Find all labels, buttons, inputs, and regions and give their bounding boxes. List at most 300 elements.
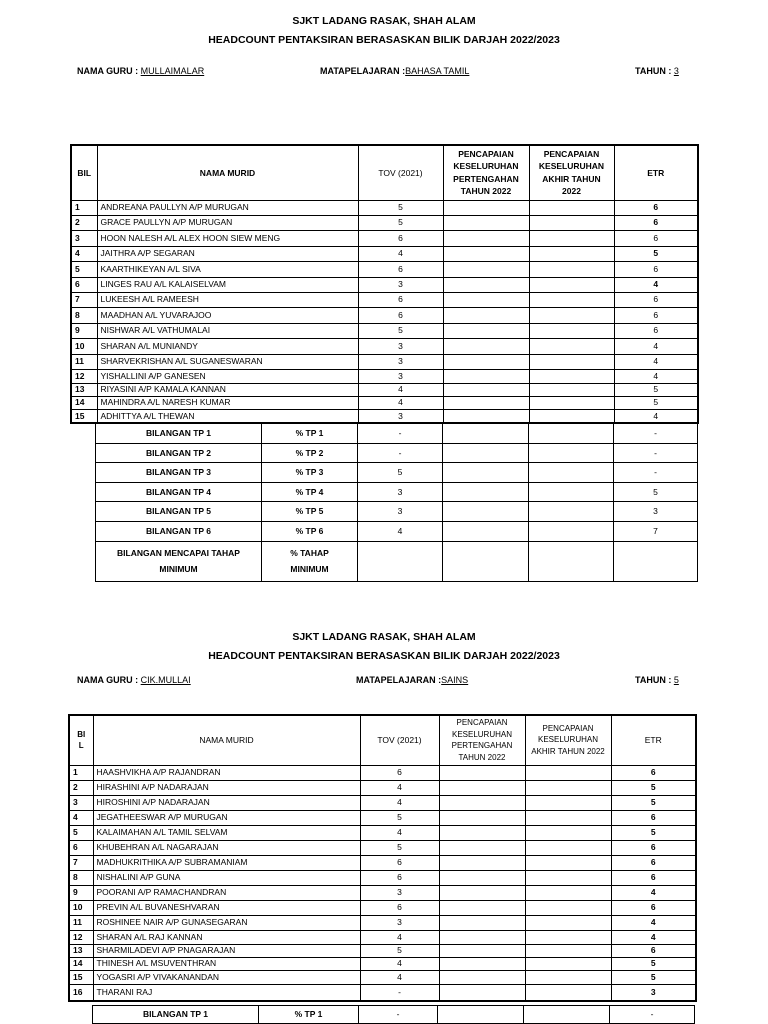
minimum-row xyxy=(96,541,698,581)
summary-row xyxy=(96,482,698,502)
etr-value: 6 xyxy=(611,944,696,957)
col-header-bil: BIL xyxy=(71,145,97,200)
student-name: THARANI RAJ xyxy=(93,984,360,1001)
etr-value: 5 xyxy=(611,780,696,795)
etr-value: 6 xyxy=(611,855,696,870)
summary-pct-label: % TP 1 xyxy=(262,424,358,444)
tov-value: 6 xyxy=(360,765,439,780)
table-row xyxy=(71,409,698,423)
col-header-name: NAMA MURID xyxy=(93,715,360,765)
mid-year-value xyxy=(443,323,529,338)
tov-value: 3 xyxy=(360,915,439,930)
mid-year-value xyxy=(443,277,529,292)
row-number: 6 xyxy=(69,840,93,855)
end-year-value xyxy=(529,369,614,383)
summary-etr: 3 xyxy=(614,502,698,522)
mid-year-value xyxy=(443,292,529,307)
end-year-value xyxy=(529,277,614,292)
end-year-value xyxy=(529,246,614,261)
student-name: NISHWAR A/L VATHUMALAI xyxy=(97,323,358,338)
summary-end xyxy=(529,463,614,483)
summary-label: BILANGAN TP 1 xyxy=(96,424,262,444)
mid-year-value xyxy=(439,855,525,870)
mid-year-value xyxy=(443,383,529,396)
row-number: 9 xyxy=(71,323,97,338)
school-title-2: SJKT LADANG RASAK, SHAH ALAM xyxy=(292,631,476,643)
minimum-end xyxy=(529,541,614,581)
student-name: MAHINDRA A/L NARESH KUMAR xyxy=(97,396,358,409)
etr-value: 5 xyxy=(614,383,698,396)
etr-value: 4 xyxy=(614,409,698,423)
row-number: 2 xyxy=(69,780,93,795)
mid-year-value xyxy=(443,409,529,423)
row-number: 8 xyxy=(71,307,97,323)
student-table-2 xyxy=(68,714,697,1002)
headcount-title-1: HEADCOUNT PENTAKSIRAN BERASASKAN BILIK DARJAH 2022/2023 xyxy=(208,34,560,46)
student-name: KALAIMAHAN A/L TAMIL SELVAM xyxy=(93,825,360,840)
end-year-value xyxy=(529,338,614,354)
row-number: 11 xyxy=(71,354,97,369)
row-number: 12 xyxy=(69,930,93,944)
student-name: SHARAN A/L RAJ KANNAN xyxy=(93,930,360,944)
student-name: YOGASRI A/P VIVAKANANDAN xyxy=(93,970,360,984)
summary-etr: 5 xyxy=(614,482,698,502)
end-year-value xyxy=(525,855,611,870)
etr-value: 6 xyxy=(614,307,698,323)
summary-pct-label: % TP 6 xyxy=(262,521,358,541)
col-header-end: PENCAPAIAN KESELURUHAN AKHIR TAHUN 2022 xyxy=(525,715,611,765)
end-year-value xyxy=(529,230,614,246)
summary-end xyxy=(529,424,614,444)
table-row xyxy=(71,215,698,230)
summary-tov: 3 xyxy=(358,482,443,502)
table-row xyxy=(69,795,696,810)
table-row xyxy=(69,900,696,915)
end-year-value xyxy=(529,383,614,396)
summary-label: BILANGAN TP 6 xyxy=(96,521,262,541)
etr-value: 5 xyxy=(611,957,696,970)
col-header-etr: ETR xyxy=(611,715,696,765)
subject-value: BAHASA TAMIL xyxy=(405,66,470,76)
table-header-row xyxy=(71,145,698,200)
table-row xyxy=(69,855,696,870)
table-row xyxy=(71,277,698,292)
year-label: TAHUN : xyxy=(635,675,674,685)
tov-value: 4 xyxy=(358,246,443,261)
summary-label: BILANGAN TP 2 xyxy=(96,443,262,463)
subject-field-1 xyxy=(320,66,469,76)
etr-value: 6 xyxy=(611,870,696,885)
row-number: 4 xyxy=(71,246,97,261)
minimum-tov xyxy=(358,541,443,581)
row-number: 7 xyxy=(69,855,93,870)
etr-value: 6 xyxy=(611,810,696,825)
row-number: 1 xyxy=(71,200,97,215)
summary-pct-label: % TP 5 xyxy=(262,502,358,522)
summary-pct-label: % TP 2 xyxy=(262,443,358,463)
student-name: NISHALINI A/P GUNA xyxy=(93,870,360,885)
row-number: 3 xyxy=(69,795,93,810)
mid-year-value xyxy=(439,957,525,970)
table-row xyxy=(69,780,696,795)
row-number: 13 xyxy=(71,383,97,396)
tov-value: 5 xyxy=(358,323,443,338)
summary-end xyxy=(529,502,614,522)
student-name: LUKEESH A/L RAMEESH xyxy=(97,292,358,307)
end-year-value xyxy=(525,915,611,930)
table-row xyxy=(71,369,698,383)
table-row xyxy=(69,944,696,957)
table-row xyxy=(69,870,696,885)
summary-label: BILANGAN TP 1 xyxy=(93,1006,259,1024)
table-row xyxy=(69,840,696,855)
subject-label: MATAPELAJARAN : xyxy=(356,675,442,685)
etr-value: 5 xyxy=(611,970,696,984)
table-row xyxy=(69,970,696,984)
mid-year-value xyxy=(439,944,525,957)
mid-year-value xyxy=(439,970,525,984)
end-year-value xyxy=(525,795,611,810)
tov-value: 3 xyxy=(358,277,443,292)
col-header-etr: ETR xyxy=(614,145,698,200)
etr-value: 4 xyxy=(611,930,696,944)
end-year-value xyxy=(529,409,614,423)
table-row xyxy=(71,307,698,323)
end-year-value xyxy=(525,970,611,984)
student-name: GRACE PAULLYN A/P MURUGAN xyxy=(97,215,358,230)
etr-value: 6 xyxy=(614,200,698,215)
tov-value: 3 xyxy=(358,354,443,369)
tov-value: 5 xyxy=(360,810,439,825)
summary-end xyxy=(524,1006,610,1024)
year-value: 5 xyxy=(673,675,679,685)
minimum-mid xyxy=(443,541,529,581)
row-number: 13 xyxy=(69,944,93,957)
mid-year-value xyxy=(443,307,529,323)
table-row xyxy=(71,354,698,369)
headcount-title-2: HEADCOUNT PENTAKSIRAN BERASASKAN BILIK DARJAH 2022/2023 xyxy=(208,650,560,662)
minimum-label: BILANGAN MENCAPAI TAHAP MINIMUM xyxy=(96,541,262,581)
tov-value: 5 xyxy=(360,944,439,957)
mid-year-value xyxy=(443,230,529,246)
student-name: RIYASINI A/P KAMALA KANNAN xyxy=(97,383,358,396)
tov-value: 6 xyxy=(360,855,439,870)
student-table-1 xyxy=(70,144,699,424)
table-row xyxy=(71,323,698,338)
end-year-value xyxy=(525,957,611,970)
tov-value: 5 xyxy=(360,840,439,855)
etr-value: 6 xyxy=(614,230,698,246)
summary-table-1 xyxy=(95,423,698,582)
summary-end xyxy=(529,521,614,541)
student-name: ADHITTYA A/L THEWAN xyxy=(97,409,358,423)
etr-value: 6 xyxy=(611,765,696,780)
student-name: ROSHINEE NAIR A/P GUNASEGARAN xyxy=(93,915,360,930)
end-year-value xyxy=(525,885,611,900)
tov-value: - xyxy=(360,984,439,1001)
summary-tov: - xyxy=(359,1006,438,1024)
student-name: JAITHRA A/P SEGARAN xyxy=(97,246,358,261)
mid-year-value xyxy=(443,396,529,409)
summary-row xyxy=(96,521,698,541)
end-year-value xyxy=(525,780,611,795)
table-row xyxy=(71,261,698,277)
row-number: 3 xyxy=(71,230,97,246)
row-number: 6 xyxy=(71,277,97,292)
row-number: 8 xyxy=(69,870,93,885)
summary-tov: - xyxy=(358,424,443,444)
row-number: 15 xyxy=(69,970,93,984)
etr-value: 5 xyxy=(611,795,696,810)
teacher-label: NAMA GURU : xyxy=(77,66,141,76)
table-row xyxy=(69,915,696,930)
etr-value: 4 xyxy=(614,277,698,292)
student-name: SHARVEKRISHAN A/L SUGANESWARAN xyxy=(97,354,358,369)
student-name: JEGATHEESWAR A/P MURUGAN xyxy=(93,810,360,825)
summary-end xyxy=(529,482,614,502)
row-number: 10 xyxy=(69,900,93,915)
table-row xyxy=(71,292,698,307)
table-row xyxy=(71,246,698,261)
summary-label: BILANGAN TP 4 xyxy=(96,482,262,502)
student-name: POORANI A/P RAMACHANDRAN xyxy=(93,885,360,900)
etr-value: 4 xyxy=(611,915,696,930)
table-row xyxy=(69,810,696,825)
tov-value: 4 xyxy=(360,825,439,840)
mid-year-value xyxy=(443,338,529,354)
summary-etr: - xyxy=(614,424,698,444)
end-year-value xyxy=(529,292,614,307)
tov-value: 5 xyxy=(358,200,443,215)
end-year-value xyxy=(525,810,611,825)
row-number: 4 xyxy=(69,810,93,825)
student-name: ANDREANA PAULLYN A/P MURUGAN xyxy=(97,200,358,215)
table-row xyxy=(71,383,698,396)
summary-mid xyxy=(443,443,529,463)
table-row xyxy=(71,200,698,215)
student-name: KAARTHIKEYAN A/L SIVA xyxy=(97,261,358,277)
summary-row xyxy=(96,463,698,483)
student-name: LINGES RAU A/L KALAISELVAM xyxy=(97,277,358,292)
end-year-value xyxy=(525,930,611,944)
mid-year-value xyxy=(439,930,525,944)
mid-year-value xyxy=(443,200,529,215)
summary-tov: 5 xyxy=(358,463,443,483)
table-row xyxy=(69,825,696,840)
row-number: 11 xyxy=(69,915,93,930)
etr-value: 3 xyxy=(611,984,696,1001)
etr-value: 6 xyxy=(611,900,696,915)
student-name: HOON NALESH A/L ALEX HOON SIEW MENG xyxy=(97,230,358,246)
student-name: MADHUKRITHIKA A/P SUBRAMANIAM xyxy=(93,855,360,870)
student-name: SHARAN A/L MUNIANDY xyxy=(97,338,358,354)
etr-value: 5 xyxy=(614,396,698,409)
table-row xyxy=(69,930,696,944)
subject-label: MATAPELAJARAN : xyxy=(320,66,406,76)
summary-pct-label: % TP 1 xyxy=(259,1006,359,1024)
row-number: 2 xyxy=(71,215,97,230)
student-name: YISHALLINI A/P GANESEN xyxy=(97,369,358,383)
mid-year-value xyxy=(443,369,529,383)
teacher-field-2 xyxy=(77,675,191,685)
row-number: 5 xyxy=(71,261,97,277)
minimum-pct-label: % TAHAP MINIMUM xyxy=(262,541,358,581)
tov-value: 3 xyxy=(358,338,443,354)
mid-year-value xyxy=(439,840,525,855)
etr-value: 6 xyxy=(614,292,698,307)
summary-row xyxy=(96,443,698,463)
summary-etr: 7 xyxy=(614,521,698,541)
teacher-value: MULLAIMALAR xyxy=(140,66,205,76)
mid-year-value xyxy=(443,215,529,230)
summary-mid xyxy=(443,482,529,502)
summary-label: BILANGAN TP 3 xyxy=(96,463,262,483)
tov-value: 6 xyxy=(358,230,443,246)
etr-value: 4 xyxy=(611,885,696,900)
summary-mid xyxy=(443,521,529,541)
row-number: 10 xyxy=(71,338,97,354)
etr-value: 4 xyxy=(614,338,698,354)
mid-year-value xyxy=(439,885,525,900)
end-year-value xyxy=(525,900,611,915)
student-name: THINESH A/L MSUVENTHRAN xyxy=(93,957,360,970)
row-number: 5 xyxy=(69,825,93,840)
summary-row xyxy=(96,502,698,522)
mid-year-value xyxy=(439,780,525,795)
table-row xyxy=(69,765,696,780)
etr-value: 5 xyxy=(611,825,696,840)
year-label: TAHUN : xyxy=(635,66,674,76)
student-name: MAADHAN A/L YUVARAJOO xyxy=(97,307,358,323)
summary-mid xyxy=(443,463,529,483)
mid-year-value xyxy=(439,825,525,840)
end-year-value xyxy=(529,354,614,369)
mid-year-value xyxy=(439,810,525,825)
summary-etr: - xyxy=(614,443,698,463)
table-row xyxy=(71,230,698,246)
etr-value: 6 xyxy=(614,215,698,230)
mid-year-value xyxy=(439,765,525,780)
end-year-value xyxy=(529,200,614,215)
summary-row xyxy=(96,424,698,444)
student-name: SHARMILADEVI A/P PNAGARAJAN xyxy=(93,944,360,957)
table-row xyxy=(69,885,696,900)
row-number: 12 xyxy=(71,369,97,383)
student-name: HAASHVIKHA A/P RAJANDRAN xyxy=(93,765,360,780)
tov-value: 5 xyxy=(358,215,443,230)
summary-label: BILANGAN TP 5 xyxy=(96,502,262,522)
summary-mid xyxy=(438,1006,524,1024)
tov-value: 4 xyxy=(360,930,439,944)
etr-value: 6 xyxy=(614,261,698,277)
end-year-value xyxy=(529,307,614,323)
table-row xyxy=(69,984,696,1001)
end-year-value xyxy=(529,261,614,277)
summary-pct-label: % TP 4 xyxy=(262,482,358,502)
summary-row xyxy=(93,1006,695,1024)
end-year-value xyxy=(525,944,611,957)
table-row xyxy=(69,957,696,970)
summary-tov: 4 xyxy=(358,521,443,541)
end-year-value xyxy=(529,215,614,230)
tov-value: 4 xyxy=(360,780,439,795)
subject-value: SAINS xyxy=(441,675,469,685)
end-year-value xyxy=(529,323,614,338)
row-number: 14 xyxy=(69,957,93,970)
tov-value: 4 xyxy=(360,795,439,810)
tov-value: 6 xyxy=(358,292,443,307)
year-field-1 xyxy=(635,66,679,76)
teacher-label: NAMA GURU : xyxy=(77,675,141,685)
tov-value: 6 xyxy=(360,870,439,885)
student-name: HIROSHINI A/P NADARAJAN xyxy=(93,795,360,810)
tov-value: 3 xyxy=(358,409,443,423)
etr-value: 5 xyxy=(614,246,698,261)
mid-year-value xyxy=(439,984,525,1001)
end-year-value xyxy=(525,870,611,885)
col-header-end: PENCAPAIAN KESELURUHAN AKHIR TAHUN 2022 xyxy=(529,145,614,200)
end-year-value xyxy=(525,984,611,1001)
col-header-mid: PENCAPAIAN KESELURUHAN PERTENGAHAN TAHUN 2022 xyxy=(443,145,529,200)
col-header-tov: TOV (2021) xyxy=(360,715,439,765)
mid-year-value xyxy=(443,246,529,261)
summary-etr: - xyxy=(614,463,698,483)
teacher-field-1 xyxy=(77,66,204,76)
row-number: 1 xyxy=(69,765,93,780)
year-field-2 xyxy=(635,675,679,685)
end-year-value xyxy=(529,396,614,409)
teacher-value: CIK.MULLAI xyxy=(140,675,191,685)
end-year-value xyxy=(525,825,611,840)
summary-end xyxy=(529,443,614,463)
row-number: 9 xyxy=(69,885,93,900)
summary-etr: - xyxy=(610,1006,695,1024)
summary-mid xyxy=(443,424,529,444)
table-header-row xyxy=(69,715,696,765)
summary-tov: 3 xyxy=(358,502,443,522)
mid-year-value xyxy=(439,870,525,885)
mid-year-value xyxy=(439,915,525,930)
row-number: 15 xyxy=(71,409,97,423)
mid-year-value xyxy=(439,900,525,915)
tov-value: 6 xyxy=(358,307,443,323)
tov-value: 4 xyxy=(358,383,443,396)
mid-year-value xyxy=(439,795,525,810)
etr-value: 4 xyxy=(614,354,698,369)
summary-pct-label: % TP 3 xyxy=(262,463,358,483)
col-header-tov: TOV (2021) xyxy=(358,145,443,200)
mid-year-value xyxy=(443,261,529,277)
tov-value: 6 xyxy=(358,261,443,277)
year-value: 3 xyxy=(673,66,679,76)
tov-value: 4 xyxy=(358,396,443,409)
table-row xyxy=(71,396,698,409)
tov-value: 3 xyxy=(360,885,439,900)
col-header-bil: BI L xyxy=(69,715,93,765)
school-title-1: SJKT LADANG RASAK, SHAH ALAM xyxy=(292,15,476,27)
end-year-value xyxy=(525,840,611,855)
etr-value: 6 xyxy=(614,323,698,338)
end-year-value xyxy=(525,765,611,780)
table-row xyxy=(71,338,698,354)
tov-value: 4 xyxy=(360,970,439,984)
col-header-name: NAMA MURID xyxy=(97,145,358,200)
tov-value: 6 xyxy=(360,900,439,915)
student-name: PREVIN A/L BUVANESHVARAN xyxy=(93,900,360,915)
col-header-mid: PENCAPAIAN KESELURUHAN PERTENGAHAN TAHUN 2022 xyxy=(439,715,525,765)
summary-table-2 xyxy=(92,1005,695,1024)
etr-value: 6 xyxy=(611,840,696,855)
